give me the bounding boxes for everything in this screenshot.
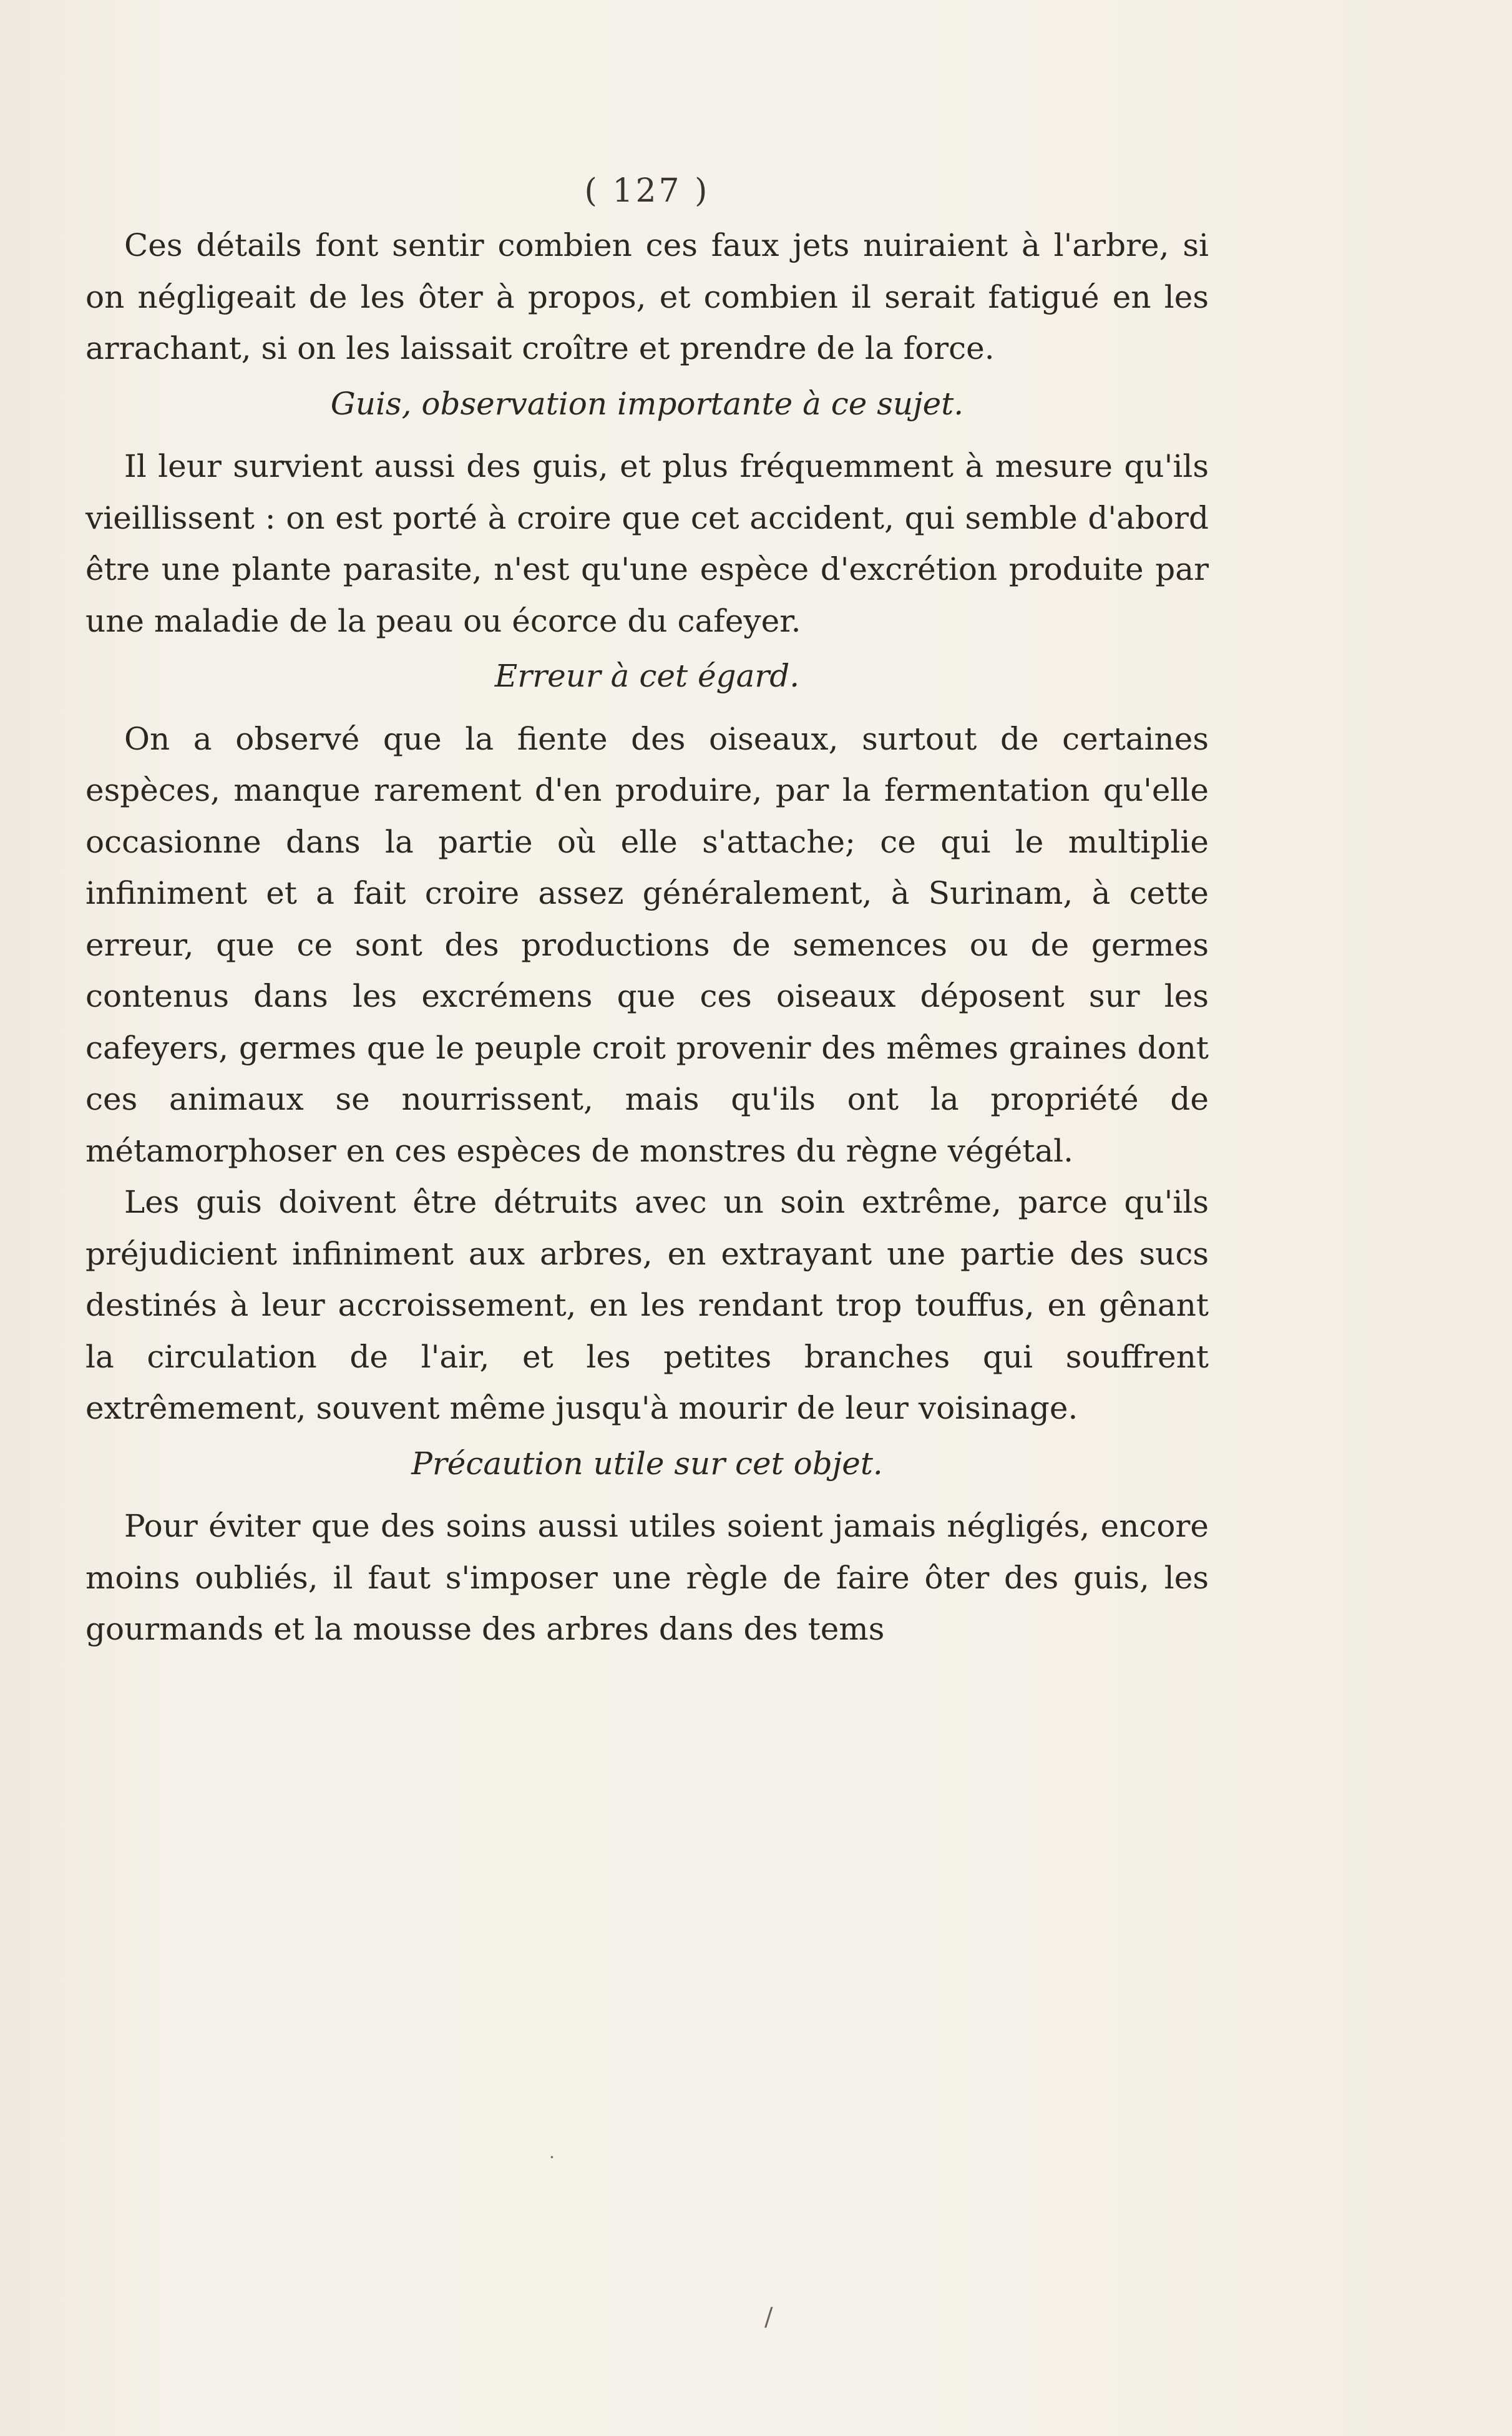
- intro-paragraph: Ces détails font sentir combien ces faux jets nuiraient à l'arbre, si on négligeait de les ôter à propos, et combien il serait fatigué en les arrachant, si on les laissait croître et prendre de la force.: [85, 227, 1209, 366]
- stray-dot: ·: [549, 2147, 555, 2168]
- page-number: ( 127 ): [584, 172, 710, 210]
- stray-mark: /: [764, 2303, 773, 2332]
- text-block: [85, 162, 1209, 1655]
- heading-precaution: Précaution utile sur cet objet.: [411, 1445, 883, 1482]
- paragraph-destruction: Les guis doivent être détruits avec un soin extrême, parce qu'ils préjudicient infiniment aux arbres, en extrayant une partie des sucs destinés à leur accroissement, en les rendant trop touffus, en gênant la circulation de l'air, et les petites branches qui souffrent extrêmement, souvent même jusqu'à mourir de leur voisinage.: [85, 1184, 1209, 1426]
- paragraph-erreur: On a observé que la fiente des oiseaux, surtout de certaines espèces, manque rarement d'en produire, par la fermentation qu'elle occasionne dans la partie où elle s'attache; ce qui le multiplie infiniment et a fait croire assez généralement, à Surinam, à cette erreur, que ce sont des productions de semences ou de germes contenus dans les excrémens que ces oiseaux déposent sur les cafeyers, germes que le peuple croit provenir des mêmes graines dont ces animaux se nourrissent, mais qu'ils ont la propriété de métamorphoser en ces espèces de monstres du règne végétal.: [85, 720, 1209, 1169]
- paragraph-precaution: Pour éviter que des soins aussi utiles soient jamais négligés, encore moins oubliés, il faut s'imposer une règle de faire ôter des guis, les gourmands et la mousse des arbres dans des tems: [85, 1508, 1209, 1647]
- heading-guis: Guis, observation importante à ce sujet.: [330, 385, 964, 422]
- paragraph-guis: Il leur survient aussi des guis, et plus fréquemment à mesure qu'ils vieillissent : on est porté à croire que cet accident, qui semble d'abord être une plante parasite, n'est qu'une espèce d'excrétion produite par une maladie de la peau ou écorce du cafeyer.: [85, 448, 1209, 639]
- heading-erreur: Erreur à cet égard.: [494, 658, 800, 694]
